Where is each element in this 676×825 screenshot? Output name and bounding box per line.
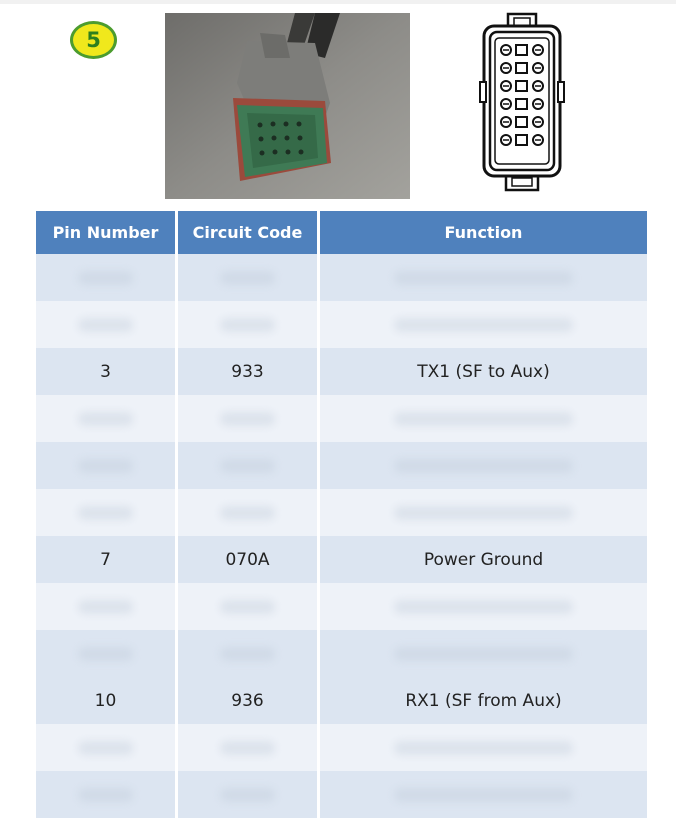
pinout-diagram-illustration <box>478 12 566 194</box>
table-row <box>36 395 647 442</box>
cell-function <box>320 724 647 771</box>
cell-circuit <box>178 724 317 771</box>
table-row <box>36 301 647 348</box>
cell-pin: 7 <box>36 536 175 583</box>
pin-table <box>33 211 650 818</box>
cell-function <box>320 254 647 301</box>
table-row <box>36 442 647 489</box>
cell-circuit <box>178 489 317 536</box>
connector-pinout-diagram <box>478 12 566 194</box>
table-row <box>36 771 647 818</box>
cell-pin <box>36 489 175 536</box>
table-row <box>36 489 647 536</box>
cell-circuit <box>178 771 317 818</box>
cell-pin <box>36 442 175 489</box>
table-row <box>36 254 647 301</box>
cell-function <box>320 395 647 442</box>
cell-pin <box>36 254 175 301</box>
cell-function <box>320 583 647 630</box>
cell-pin <box>36 630 175 677</box>
pin-table-header-row <box>36 211 647 254</box>
cell-pin <box>36 583 175 630</box>
cell-function: Power Ground <box>320 536 647 583</box>
header-function: Function <box>320 211 647 254</box>
cell-circuit: 936 <box>178 677 317 724</box>
cell-circuit: 070A <box>178 536 317 583</box>
cell-function <box>320 771 647 818</box>
cell-circuit <box>178 583 317 630</box>
cell-pin <box>36 301 175 348</box>
cell-pin: 10 <box>36 677 175 724</box>
cell-function <box>320 489 647 536</box>
top-border <box>0 0 676 4</box>
cell-function: TX1 (SF to Aux) <box>320 348 647 395</box>
table-row <box>36 724 647 771</box>
cell-pin: 3 <box>36 348 175 395</box>
cell-circuit <box>178 254 317 301</box>
cell-pin <box>36 771 175 818</box>
table-row <box>36 583 647 630</box>
table-row <box>36 630 647 677</box>
cell-function: RX1 (SF from Aux) <box>320 677 647 724</box>
cell-circuit: 933 <box>178 348 317 395</box>
table-row <box>36 536 647 583</box>
cell-pin <box>36 724 175 771</box>
header-pin-number: Pin Number <box>36 211 175 254</box>
cell-circuit <box>178 630 317 677</box>
step-number-badge: 5 <box>70 21 117 59</box>
connector-photo-illustration <box>165 13 410 199</box>
cell-function <box>320 442 647 489</box>
table-row <box>36 677 647 724</box>
connector-photo <box>165 13 410 199</box>
cell-circuit <box>178 301 317 348</box>
cell-function <box>320 301 647 348</box>
cell-function <box>320 630 647 677</box>
cell-circuit <box>178 395 317 442</box>
cell-pin <box>36 395 175 442</box>
header-circuit-code: Circuit Code <box>178 211 317 254</box>
cell-circuit <box>178 442 317 489</box>
table-row <box>36 348 647 395</box>
